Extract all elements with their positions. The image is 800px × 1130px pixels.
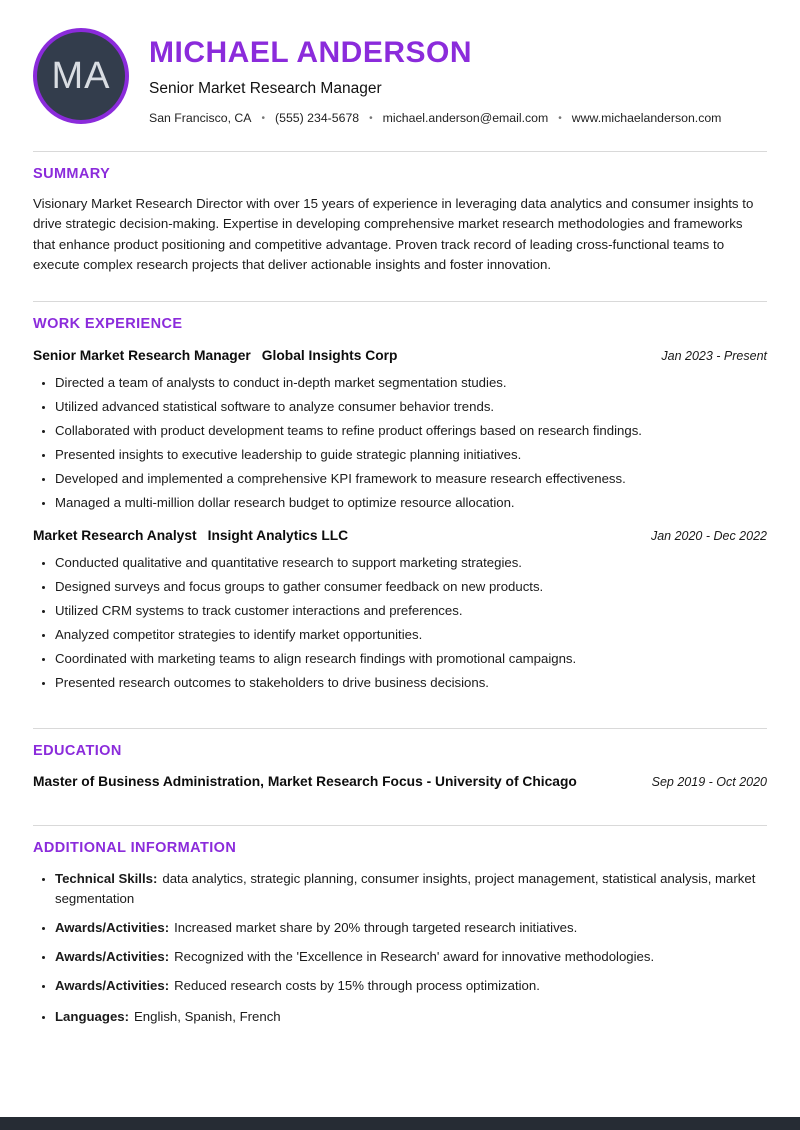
- work-experience-heading: WORK EXPERIENCE: [33, 316, 183, 333]
- job-bullet: • Collaborated with product development teams to refine product offerings based on research findings.: [55, 423, 767, 438]
- job-title-company: [33, 527, 348, 545]
- job-company: Global Insights Corp: [261, 348, 398, 364]
- additional-item: [55, 869, 767, 908]
- footer-bar: [0, 1117, 800, 1130]
- additional-item-label: Awards/Activities:: [55, 948, 170, 964]
- additional-information-heading: ADDITIONAL INFORMATION: [33, 840, 237, 857]
- contact-website: www.michaelanderson.com: [571, 111, 722, 125]
- job-bullet: • Conducted qualitative and quantitative research to support marketing strategies.: [55, 555, 767, 570]
- section-divider: [33, 825, 767, 826]
- job-bullet: • Developed and implemented a comprehensive KPI framework to measure research effectiveness.: [55, 471, 767, 486]
- resume-header: [0, 0, 800, 125]
- contact-phone: (555) 234-5678: [275, 111, 360, 125]
- job-company: Insight Analytics LLC: [207, 528, 349, 544]
- job-title: Market Research Analyst: [33, 528, 197, 544]
- additional-item-text: Reduced research costs by 15% through process optimization.: [174, 977, 540, 993]
- contact-row: [149, 111, 721, 125]
- contact-separator: •: [261, 112, 266, 124]
- job-bullet: • Coordinated with marketing teams to align research findings with promotional campaigns.: [55, 651, 767, 666]
- contact-email: michael.anderson@email.com: [382, 111, 549, 125]
- avatar: [33, 28, 129, 124]
- avatar-initials: MA: [51, 54, 111, 97]
- summary-text: Visionary Market Research Director with over 15 years of experience in leveraging data analytics and consumer insights to drive strategic decision-making. Expertise in developing comprehensive market research methodologies and frameworks that enhance product positioning and competitive advantage. Proven track record of leading cross-functional teams to execute complex research projects that deliver actionable insights and foster innovation.: [33, 196, 754, 272]
- additional-item-label: Awards/Activities:: [55, 977, 170, 993]
- job-bullet: • Utilized advanced statistical software to analyze consumer behavior trends.: [55, 399, 767, 414]
- education-heading: EDUCATION: [33, 743, 122, 760]
- additional-item: [55, 1007, 767, 1027]
- job-bullet: • Managed a multi-million dollar research budget to optimize resource allocation.: [55, 495, 767, 510]
- header-text: [149, 28, 721, 125]
- additional-info-list: [33, 869, 767, 1027]
- section-divider: [33, 301, 767, 302]
- degree: Master of Business Administration, Market Research Focus - University of Chicago: [33, 774, 577, 790]
- summary-heading: SUMMARY: [33, 166, 111, 182]
- job-title-company: [33, 347, 397, 365]
- job-title: Senior Market Research Manager: [33, 348, 251, 364]
- job-dates: Jan 2023 - Present: [661, 349, 767, 364]
- education-entry: [33, 774, 767, 789]
- additional-item-text: Increased market share by 20% through targeted research initiatives.: [174, 919, 578, 935]
- job-bullet-list: [33, 555, 767, 690]
- additional-item: [55, 918, 767, 938]
- section-divider: [33, 728, 767, 729]
- contact-location: San Francisco, CA: [149, 111, 252, 125]
- job-bullet: • Analyzed competitor strategies to identify market opportunities.: [55, 627, 767, 642]
- additional-item-text: data analytics, strategic planning, consumer insights, project management, statistical analysis, market segmentation: [55, 871, 756, 906]
- job-bullet: • Directed a team of analysts to conduct in-depth market segmentation studies.: [55, 375, 767, 390]
- section-divider: [33, 151, 767, 152]
- contact-separator: •: [369, 112, 373, 124]
- person-title: Senior Market Research Manager: [149, 80, 382, 97]
- additional-item-label: Technical Skills:: [55, 871, 158, 887]
- contact-separator: •: [558, 112, 562, 124]
- job-header: [33, 527, 767, 545]
- person-name: MICHAEL ANDERSON: [149, 36, 473, 69]
- job-bullet: • Presented research outcomes to stakeholders to drive business decisions.: [55, 675, 767, 690]
- job-header: [33, 347, 767, 365]
- job-bullet: • Presented insights to executive leadership to guide strategic planning initiatives.: [55, 447, 767, 462]
- additional-item: [55, 947, 767, 967]
- job-bullet: • Utilized CRM systems to track customer interactions and preferences.: [55, 603, 767, 618]
- additional-item-label: Awards/Activities:: [55, 919, 170, 935]
- education-dates: Sep 2019 - Oct 2020: [651, 775, 767, 790]
- additional-item-label: Languages:: [55, 1009, 130, 1025]
- additional-item-text: English, Spanish, French: [134, 1009, 281, 1025]
- additional-item-text: Recognized with the 'Excellence in Research' award for innovative methodologies.: [174, 948, 655, 964]
- job-bullet-list: [33, 375, 767, 510]
- additional-item: [55, 976, 767, 996]
- job-bullet: • Designed surveys and focus groups to gather consumer feedback on new products.: [55, 579, 767, 594]
- job-dates: Jan 2020 - Dec 2022: [650, 529, 767, 544]
